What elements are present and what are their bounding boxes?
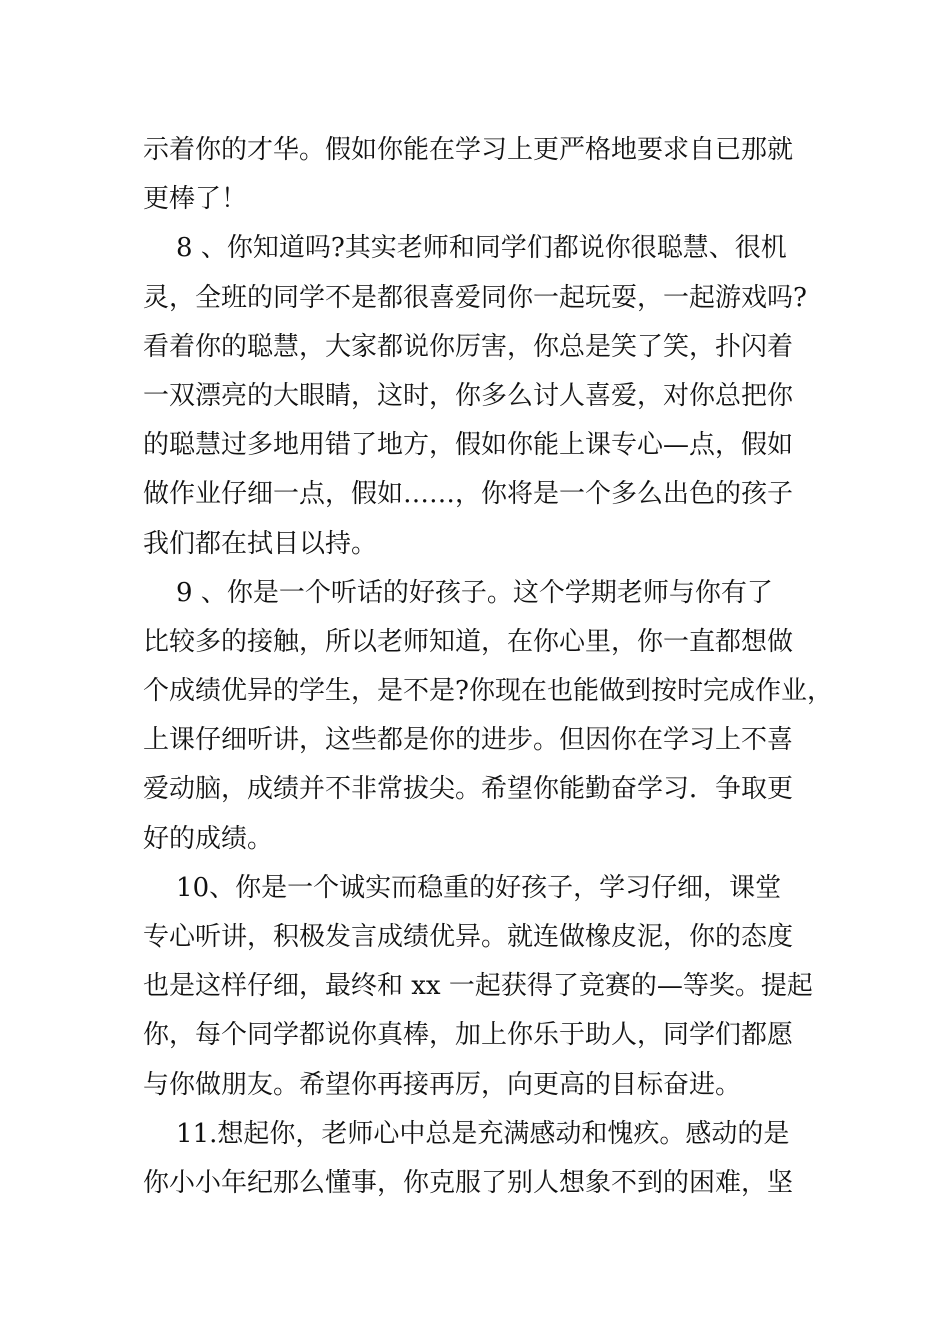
text-line: 个成绩优异的学生，是不是?你现在也能做到按时完成作业，: [143, 676, 833, 707]
text-line: 好的成绩。: [143, 823, 274, 854]
text-line: 与你做朋友。希望你再接再厉，向更高的目标奋进。: [143, 1069, 742, 1100]
paragraph-9-start: 9 、你是一个听话的好孩子。这个学期老师与你有了: [143, 577, 773, 608]
text-line: 我们都在拭目以持。: [143, 528, 378, 559]
paragraph-11-start: 11.想起你，老师心中总是充满感动和愧疚。感动的是: [143, 1118, 790, 1149]
text-line: 比较多的接触，所以老师知道，在你心里，你一直都想做: [143, 626, 794, 657]
text-line: 你，每个同学都说你真棒，加上你乐于助人，同学们都愿: [143, 1020, 794, 1051]
text-line: 更棒了！: [143, 184, 248, 215]
paragraph-10-start: 10、你是一个诚实而稳重的好孩子，学习仔细，课堂: [143, 872, 782, 903]
document-body: [143, 126, 833, 1208]
text-line: 示着你的才华。假如你能在学习上更严格地要求自已那就: [143, 135, 794, 165]
text-line: 做作业仔细一点，假如……，你将是一个多么出色的孩子: [143, 479, 794, 510]
text-line: 看着你的聪慧，大家都说你厉害，你总是笑了笑，扑闪着: [143, 331, 794, 362]
text-line: 一双漂亮的大眼睛，这时，你多么讨人喜爱，对你总把你: [143, 380, 794, 411]
text-line: 爱动脑，成绩并不非常拔尖。希望你能勤奋学习．争取更: [143, 774, 794, 805]
text-line: 的聪慧过多地用错了地方，假如你能上课专心—点，假如: [143, 430, 794, 461]
text-line: 你小小年纪那么懂事，你克服了别人想象不到的困难，坚: [143, 1167, 794, 1198]
text-line: 上课仔细听讲，这些都是你的进步。但因你在学习上不喜: [143, 725, 794, 756]
text-line: 也是这样仔细，最终和 xx 一起获得了竞赛的—等奖。提起: [143, 971, 813, 1002]
text-line: 专心听讲，积极发言成绩优异。就连做橡皮泥，你的态度: [143, 922, 794, 952]
text-line: 灵，全班的同学不是都很喜爱同你一起玩耍，一起游戏吗?: [143, 282, 807, 313]
paragraph-8-start: 8 、你知道吗?其实老师和同学们都说你很聪慧、很机: [143, 233, 787, 264]
